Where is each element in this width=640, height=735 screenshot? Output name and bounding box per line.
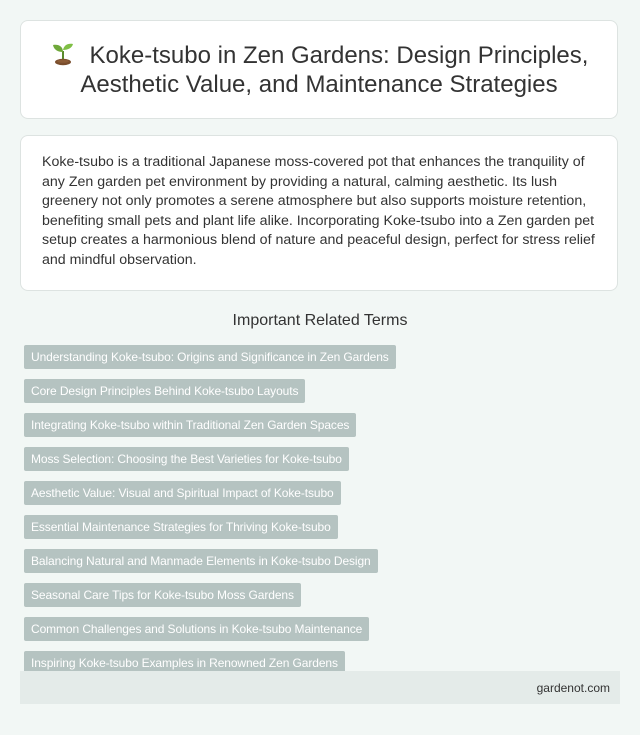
related-term-link[interactable]: Seasonal Care Tips for Koke-tsubo Moss Gardens xyxy=(24,583,301,607)
related-terms-list xyxy=(24,345,616,685)
related-term-link[interactable]: Common Challenges and Solutions in Koke-tsubo Maintenance xyxy=(24,617,369,641)
title-card xyxy=(20,20,618,119)
intro-card xyxy=(20,135,618,291)
footer-site-name: gardenot.com xyxy=(536,681,610,695)
related-term-link[interactable]: Aesthetic Value: Visual and Spiritual Impact of Koke-tsubo xyxy=(24,481,341,505)
related-term-link[interactable]: Balancing Natural and Manmade Elements in Koke-tsubo Design xyxy=(24,549,378,573)
page-title-text: Koke-tsubo in Zen Gardens: Design Principles, Aesthetic Value, and Maintenance Strategies xyxy=(80,42,589,98)
related-term-link[interactable]: Core Design Principles Behind Koke-tsubo Layouts xyxy=(24,379,305,403)
related-term-link[interactable]: Inspiring Koke-tsubo Examples in Renowned Zen Gardens xyxy=(24,651,345,675)
related-term-link[interactable]: Essential Maintenance Strategies for Thriving Koke-tsubo xyxy=(24,515,338,539)
related-term-link[interactable]: Moss Selection: Choosing the Best Varieties for Koke-tsubo xyxy=(24,447,349,471)
related-term-link[interactable]: Integrating Koke-tsubo within Traditional Zen Garden Spaces xyxy=(24,413,356,437)
seedling-icon xyxy=(50,40,76,66)
related-term-link[interactable]: Understanding Koke-tsubo: Origins and Significance in Zen Gardens xyxy=(24,345,396,369)
intro-text: Koke-tsubo is a traditional Japanese moss-covered pot that enhances the tranquility of any Zen garden pet environment by providing a natural, calming aesthetic. Its lush greenery not only promotes a serene atmosphere but also supports moisture retention, benefiting small pets and plant life alike. Incorporating Koke-tsubo into a Zen garden pet setup creates a harmonious blend of nature and peaceful design, perfect for stress relief and mindful observation. xyxy=(42,154,595,268)
page-title xyxy=(49,40,589,99)
footer xyxy=(20,671,620,704)
related-terms-heading: Important Related Terms xyxy=(232,312,408,329)
